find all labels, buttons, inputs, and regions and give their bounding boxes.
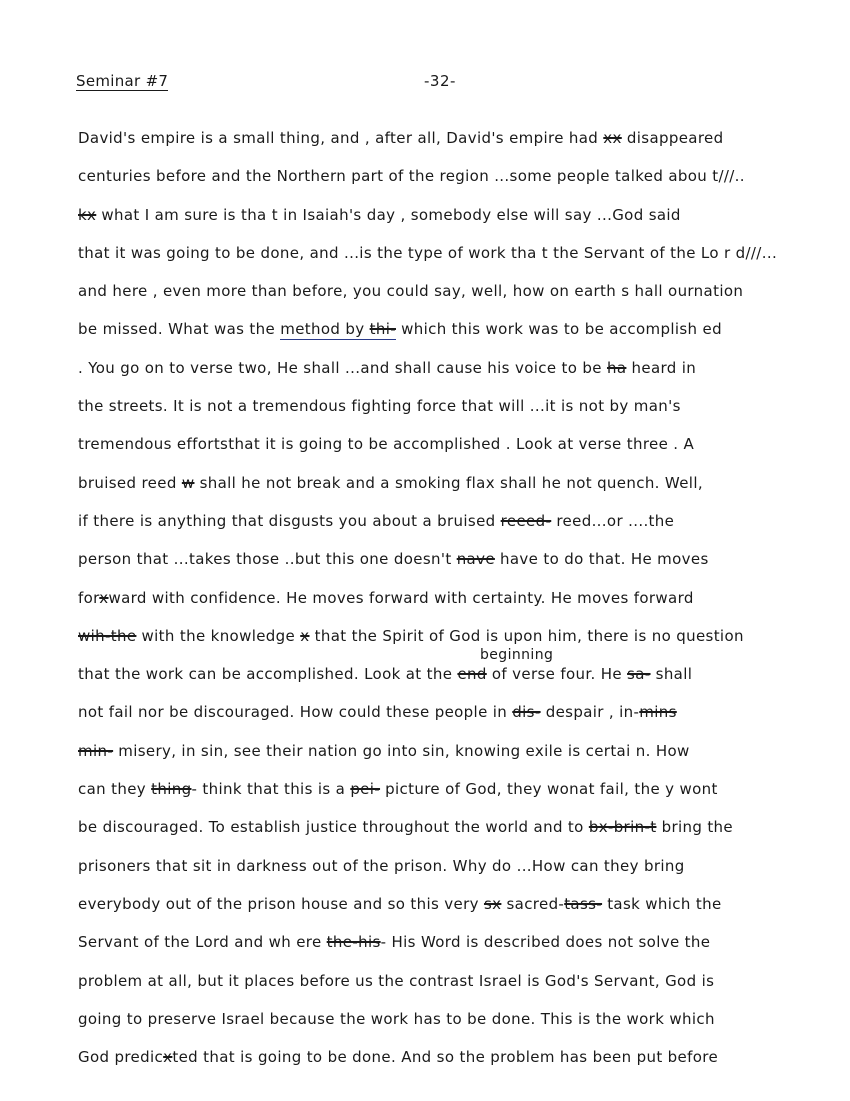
text-segment: for — [78, 588, 100, 607]
text-segment: be missed. What was the — [78, 320, 281, 339]
struck-text: kx — [78, 205, 97, 224]
text-segment: of verse four. He — [486, 665, 628, 684]
text-line — [78, 473, 838, 511]
text-line — [78, 358, 838, 396]
struck-text: thi- — [369, 320, 396, 339]
struck-text: nave — [456, 550, 495, 569]
page-number: -32- — [424, 72, 456, 90]
text-segment: despair , in- — [540, 703, 640, 722]
struck-text: mins — [639, 703, 677, 722]
text-line — [78, 817, 838, 855]
text-line — [78, 434, 838, 472]
struck-text: min- — [78, 741, 114, 760]
text-segment: ted that is going to be done. And so the problem has been put before — [172, 1048, 719, 1067]
text-line — [78, 128, 838, 166]
struck-text: the-his — [326, 933, 381, 952]
struck-text: x — [163, 1048, 173, 1067]
text-line — [78, 243, 838, 281]
struck-text: x — [99, 588, 109, 607]
text-segment: - His Word is described does not solve the — [380, 933, 711, 952]
text-line — [78, 894, 838, 932]
text-segment: with the knowledge — [136, 626, 301, 645]
struck-text: x — [300, 626, 310, 645]
text-segment: picture of God, they wonat fail, the y wont — [380, 780, 718, 799]
text-line — [78, 647, 838, 702]
text-segment: have to do that. He moves — [494, 550, 709, 569]
document-body — [78, 128, 838, 1085]
text-line — [78, 511, 838, 549]
text-segment: misery, in sin, see their nation go into sin, knowing exile is certai n. How — [113, 741, 690, 760]
text-line — [78, 702, 838, 740]
text-segment: problem at all, but it places before us the contrast Israel is God's Servant, God is — [78, 971, 715, 990]
text-segment: and here , even more than before, you could say, well, how on earth s hall ournation — [78, 282, 744, 301]
text-line — [78, 1009, 838, 1047]
text-line — [78, 588, 838, 626]
text-line — [78, 779, 838, 817]
text-line — [78, 932, 838, 970]
text-segment: God predic — [78, 1048, 164, 1067]
text-segment: shall — [650, 665, 693, 684]
text-segment: that it was going to be done, and ...is the type of work tha t the Servant of the Lo r d///... — [78, 243, 778, 262]
text-segment: prisoners that sit in darkness out of the prison. Why do ...How can they bring — [78, 856, 685, 875]
text-segment: be discouraged. To establish justice throughout the world and to — [78, 818, 589, 837]
text-segment: centuries before and the Northern part of the region ...some people talked abou t///.. — [78, 167, 745, 186]
text-segment: person that ...takes those ..but this one doesn't — [78, 550, 457, 569]
text-segment: heard in — [626, 358, 697, 377]
struck-text: ha — [606, 358, 627, 377]
handwritten-insertion: beginning — [480, 647, 554, 664]
text-segment: bruised reed — [78, 473, 182, 492]
struck-text: sa- — [627, 665, 651, 684]
text-segment: method by — [280, 320, 370, 339]
struck-text: sx — [483, 894, 502, 913]
text-line — [78, 1047, 838, 1085]
text-segment: everybody out of the prison house and so this very — [78, 894, 484, 913]
text-segment: that the work can be accomplished. Look at the — [78, 665, 458, 684]
text-segment: bring the — [656, 818, 733, 837]
struck-text: w — [181, 473, 195, 492]
text-line — [78, 281, 838, 319]
text-segment: reed...or ....the — [551, 511, 675, 530]
struck-text: end — [457, 665, 487, 684]
text-segment: going to preserve Israel because the work has to be done. This is the work which — [78, 1009, 715, 1028]
text-segment: task which the — [602, 894, 722, 913]
text-line — [78, 166, 838, 204]
struck-text: thing — [151, 780, 192, 799]
text-segment: sacred- — [501, 894, 565, 913]
text-segment: shall he not break and a smoking flax shall he not quench. Well, — [194, 473, 703, 492]
struck-text: reeed- — [500, 511, 552, 530]
text-segment: Servant of the Lord and wh ere — [78, 933, 327, 952]
text-segment: the streets. It is not a tremendous fighting force that will ...it is not by man's — [78, 397, 681, 416]
text-segment: that the Spirit of God is upon him, there is no question — [309, 626, 744, 645]
struck-text: bx-brin-t — [588, 818, 657, 837]
text-segment: not fail nor be discouraged. How could these people in — [78, 703, 513, 722]
text-line — [78, 205, 838, 243]
text-line — [78, 626, 838, 664]
text-segment: - think that this is a — [191, 780, 351, 799]
text-segment: can they — [78, 780, 152, 799]
text-line — [78, 549, 838, 587]
text-line — [78, 741, 838, 779]
text-segment: ward with confidence. He moves forward with certainty. He moves forward — [108, 588, 694, 607]
struck-text: wih-the — [78, 626, 137, 645]
struck-text: xx — [603, 129, 622, 147]
text-segment: which this work was to be accomplish ed — [395, 320, 722, 339]
struck-text: pei- — [350, 780, 381, 799]
text-segment: what I am sure is tha t in Isaiah's day , somebody else will say ...God said — [96, 205, 681, 224]
seminar-title: Seminar #7 — [76, 72, 169, 90]
text-segment: tremendous effortsthat it is going to be accomplished . Look at verse three . A — [78, 435, 695, 454]
text-line — [78, 856, 838, 894]
text-segment: David's empire is a small thing, and , after all, David's empire had — [78, 129, 604, 147]
text-segment: if there is anything that disgusts you about a bruised — [78, 511, 501, 530]
struck-text: tass- — [564, 894, 603, 913]
text-line — [78, 971, 838, 1009]
text-segment: . You go on to verse two, He shall ...and shall cause his voice to be — [78, 358, 607, 377]
text-line — [78, 396, 838, 434]
text-line — [78, 319, 838, 357]
text-segment: disappeared — [621, 129, 724, 147]
struck-text: dis- — [512, 703, 541, 722]
